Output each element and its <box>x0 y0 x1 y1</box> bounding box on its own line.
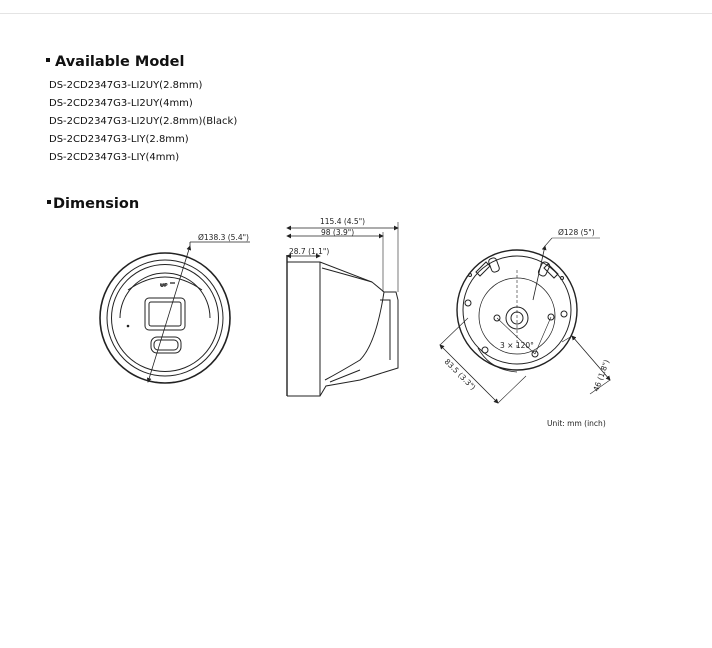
base-side-label: 46 (1.8") <box>591 358 612 393</box>
base-diameter-label: Ø128 (5") <box>558 228 595 237</box>
side-total-width-label: 115.4 (4.5") <box>320 217 366 226</box>
up-marking: UP <box>160 283 168 289</box>
side-body-width-label: 98 (3.9") <box>321 228 355 237</box>
base-angle-label: 3 × 120° <box>500 341 534 350</box>
model-item: DS-2CD2347G3-LI2UY(2.8mm)(Black) <box>49 116 238 127</box>
front-diameter-label: Ø138.3 (5.4") <box>198 233 249 242</box>
model-item: DS-2CD2347G3-LIY(2.8mm) <box>49 134 189 145</box>
available-model-title: Available Model <box>55 54 185 70</box>
unit-note: Unit: mm (inch) <box>547 419 606 428</box>
model-item: DS-2CD2347G3-LIY(4mm) <box>49 152 180 163</box>
dimension-title: Dimension <box>53 196 140 212</box>
base-hole-spacing-label: 83.5 (3.3") <box>442 357 478 392</box>
front-view-drawing <box>100 242 250 383</box>
side-base-height-label: 28.7 (1.1") <box>289 247 330 256</box>
model-item: DS-2CD2347G3-LI2UY(2.8mm) <box>49 80 203 91</box>
model-item: DS-2CD2347G3-LI2UY(4mm) <box>49 98 193 109</box>
